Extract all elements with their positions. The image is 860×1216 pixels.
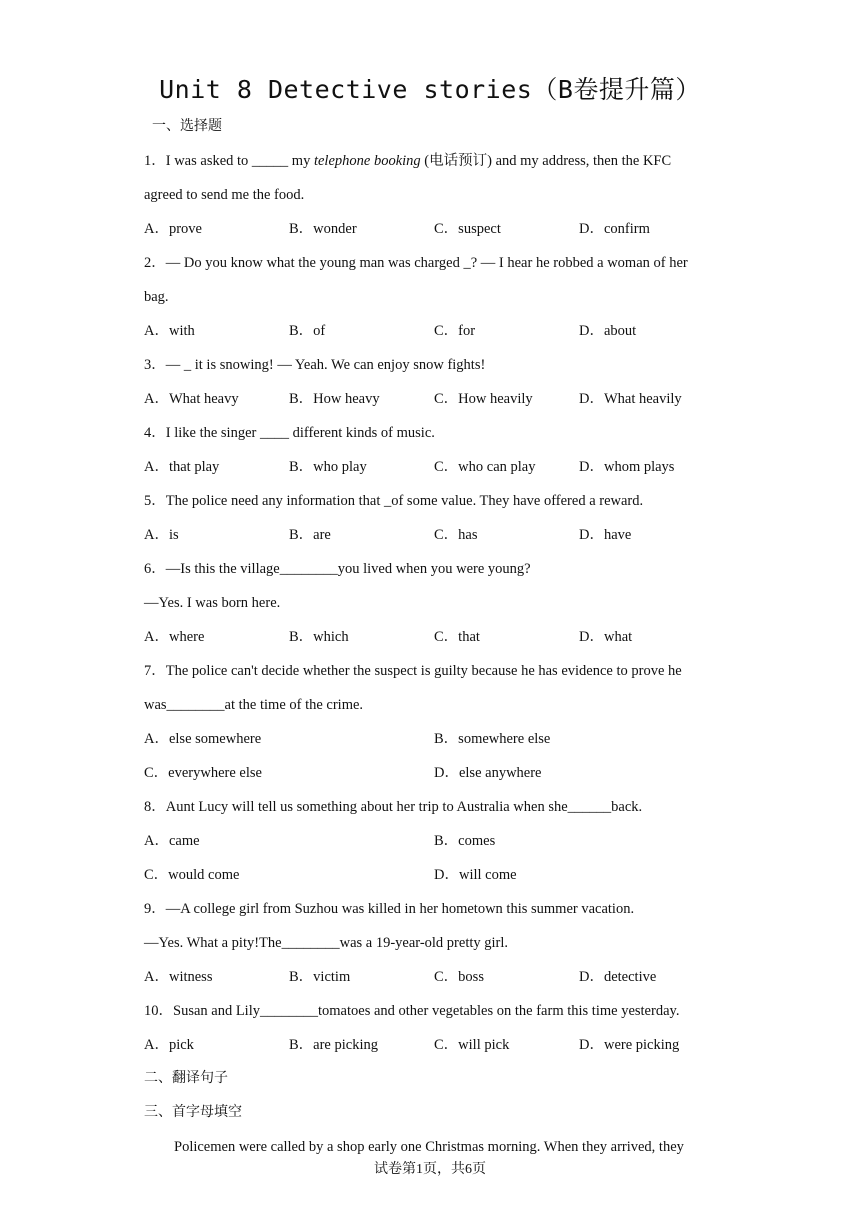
option-d[interactable]: D．were picking — [579, 1037, 680, 1053]
question-5-stem: 5．The police need any information that _of some value. They have offered a reward. — [144, 493, 644, 509]
option-d[interactable]: D．confirm — [579, 221, 650, 237]
option-c[interactable]: C．suspect — [434, 221, 501, 237]
question-2-options — [144, 314, 724, 348]
question-6-options — [144, 620, 724, 654]
option-c[interactable]: C．boss — [434, 969, 484, 985]
option-a[interactable]: A．is — [144, 527, 179, 543]
question-9-stem-cont: —Yes. What a pity!The________was a 19-year-old pretty girl. — [144, 935, 509, 951]
question-1-options — [144, 212, 724, 246]
option-b[interactable]: B．wonder — [289, 221, 357, 237]
option-a[interactable]: A．that play — [144, 459, 220, 475]
question-4-options — [144, 450, 724, 484]
question-3-options — [144, 382, 724, 416]
question-4-stem: 4．I like the singer ____ different kinds of music. — [144, 425, 435, 441]
option-d[interactable]: D．have — [579, 527, 632, 543]
option-a[interactable]: A．pick — [144, 1037, 194, 1053]
question-6-stem-cont: —Yes. I was born here. — [144, 595, 281, 611]
option-c[interactable]: C．that — [434, 629, 480, 645]
question-1-post: (电话预订) and my address, then the KFC — [420, 153, 672, 169]
option-b[interactable]: B．victim — [289, 969, 351, 985]
question-7-options-row1 — [144, 722, 724, 756]
option-a[interactable]: A．came — [144, 833, 200, 849]
option-c[interactable]: C．has — [434, 527, 478, 543]
question-6-stem: 6．—Is this the village________you lived when you were young? — [144, 561, 531, 577]
option-c[interactable]: C．would come — [144, 867, 240, 883]
question-10-stem: 10．Susan and Lily________tomatoes and other vegetables on the farm this time yesterday. — [144, 1003, 680, 1019]
question-7-stem-cont: was________at the time of the crime. — [144, 697, 364, 713]
option-d[interactable]: D．will come — [434, 867, 517, 883]
option-a[interactable]: A．with — [144, 323, 195, 339]
option-a[interactable]: A．prove — [144, 221, 202, 237]
question-2-stem-cont: bag. — [144, 289, 169, 305]
page-title: Unit 8 Detective stories（B卷提升篇） — [159, 75, 701, 104]
question-1-italic: telephone booking — [313, 153, 421, 169]
option-c[interactable]: C．for — [434, 323, 476, 339]
question-7-options-row2 — [144, 756, 724, 790]
question-8-stem: 8．Aunt Lucy will tell us something about her trip to Australia when she______back. — [144, 799, 643, 815]
option-c[interactable]: C．How heavily — [434, 391, 533, 407]
question-10-options — [144, 1028, 724, 1062]
option-d[interactable]: D．whom plays — [579, 459, 675, 475]
option-c[interactable]: C．who can play — [434, 459, 536, 475]
question-9-options — [144, 960, 724, 994]
option-b[interactable]: B．are — [289, 527, 331, 543]
page-footer: 试卷第1页，共6页 — [374, 1162, 486, 1177]
option-b[interactable]: B．comes — [434, 833, 496, 849]
question-sheet — [144, 110, 724, 1164]
section-heading-translation: 二、翻译句子 — [144, 1071, 228, 1086]
option-a[interactable]: A．else somewhere — [144, 731, 262, 747]
option-b[interactable]: B．of — [289, 323, 326, 339]
option-c[interactable]: C．will pick — [434, 1037, 510, 1053]
option-a[interactable]: A．where — [144, 629, 205, 645]
option-a[interactable]: A．witness — [144, 969, 213, 985]
question-1-pre: 1．I was asked to _____ my — [144, 153, 314, 169]
option-d[interactable]: D．detective — [579, 969, 657, 985]
question-1-stem-cont: agreed to send me the food. — [144, 187, 305, 203]
option-b[interactable]: B．which — [289, 629, 349, 645]
question-8-options-row2 — [144, 858, 724, 892]
option-b[interactable]: B．are picking — [289, 1037, 378, 1053]
option-d[interactable]: D．about — [579, 323, 637, 339]
option-a[interactable]: A．What heavy — [144, 391, 239, 407]
question-2-stem: 2．— Do you know what the young man was charged _? — I hear he robbed a woman of her — [144, 255, 688, 271]
option-b[interactable]: B．somewhere else — [434, 731, 551, 747]
section-heading-choice: 一、选择题 — [152, 119, 222, 134]
question-3-stem: 3．— _ it is snowing! — Yeah. We can enjoy snow fights! — [144, 357, 486, 373]
section-heading-cloze: 三、首字母填空 — [144, 1105, 242, 1120]
question-5-options — [144, 518, 724, 552]
question-9-stem: 9．—A college girl from Suzhou was killed in her hometown this summer vacation. — [144, 901, 635, 917]
option-b[interactable]: B．How heavy — [289, 391, 380, 407]
question-7-stem: 7．The police can't decide whether the suspect is guilty because he has evidence to prove he — [144, 663, 682, 679]
question-8-options-row1 — [144, 824, 724, 858]
question-1-stem — [144, 144, 724, 178]
option-d[interactable]: D．What heavily — [579, 391, 682, 407]
option-d[interactable]: D．else anywhere — [434, 765, 542, 781]
option-d[interactable]: D．what — [579, 629, 633, 645]
option-c[interactable]: C．everywhere else — [144, 765, 262, 781]
passage-first-line: Policemen were called by a shop early one Christmas morning. When they arrived, they — [174, 1139, 684, 1155]
option-b[interactable]: B．who play — [289, 459, 367, 475]
